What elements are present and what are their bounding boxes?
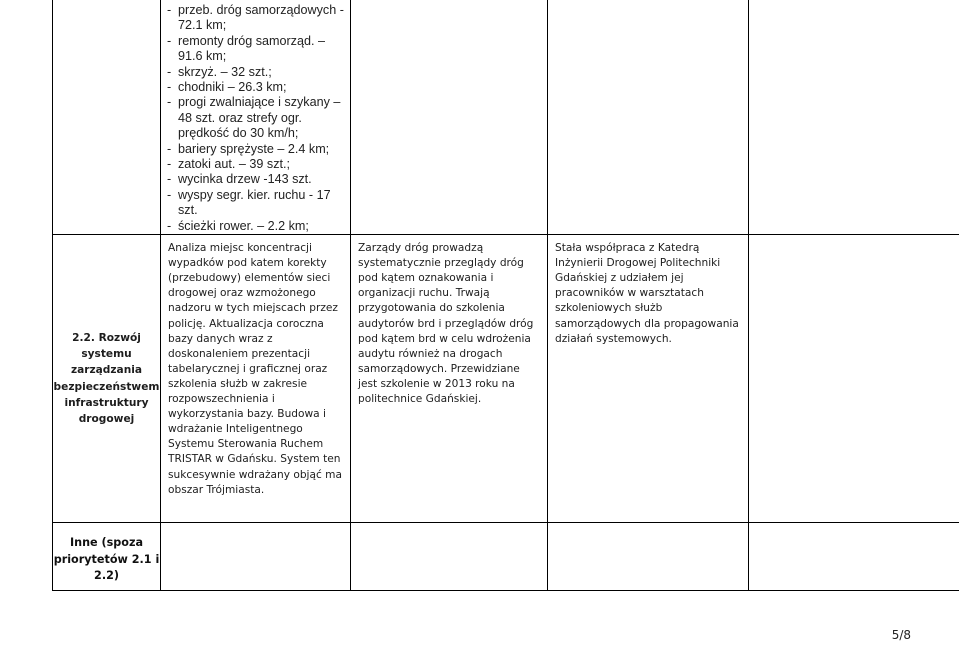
table-cell-analysis [161,235,351,523]
list-item: - bariery sprężyste – 2.4 km; [167,141,330,156]
list-item: - chodniki – 26.3 km; [167,80,287,95]
table-cell-empty [161,523,351,591]
list-item: - przeb. dróg samorządowych - 72.1 km; [167,3,344,33]
table-row [53,0,959,235]
table-cell-measures [161,0,351,235]
list-item: - zatoki aut. – 39 szt.; [167,157,291,172]
table-cell-empty [351,523,548,591]
list-item: - wyspy segr. kier. ruchu - 17 szt. [167,187,331,218]
other-label: Inne (spoza priorytetów 2.1 i 2.2) [53,536,160,582]
list-item: - progi zwalniające i szykany – 48 szt. oraz strefy ogr. prędkość do 30 km/h; [167,95,341,141]
table-cell-empty [351,0,548,235]
inspections-text: Zarządy dróg prowadzą systematycznie przeglądy dróg pod kątem oznakowania i organizacji ruchu. Trwają przygotowania do szkolenia audytorów brd i przeglądów dróg pod kątem brd w celu wdrożenia audytu również na drogach samorządowych. Przewidziane jest szkolenie w 2013 roku na politechnice Gdańskiej. [358,242,534,406]
table-cell-priority [53,235,161,523]
priority-table [52,0,959,591]
table-row [53,523,959,591]
list-item: - ścieżki rower. – 2.2 km; [167,218,309,233]
list-item: - wycinka drzew -143 szt. [167,172,312,187]
table-cell-cooperation [548,235,749,523]
table-cell-other [53,523,161,591]
table-cell-empty [53,0,161,235]
analysis-text: Analiza miejsc koncentracji wypadków pod katem korekty (przebudowy) elementów sieci drogowej oraz wzmożonego nadzoru w tych miejscach przez policję. Aktualizacja coroczna bazy danych wraz z doskonaleniem prezentacji tabelarycznej i graficznej oraz szkolenia służb w zakresie rozpowszechnienia i wykorzystania bazy. Budowa i wdrażanie Inteligentnego Systemu Sterowania Ruchem TRISTAR w Gdańsku. System ten sukcesywnie wdrażany objąć ma obszar Trójmiasta. [168,242,342,496]
table-row [53,235,959,523]
cooperation-text: Stała współpraca z Katedrą Inżynierii Drogowej Politechniki Gdańskiej z udziałem jej pracowników w warsztatach szkoleniowych służb samorządowych dla propagowania działań systemowych. [555,242,739,345]
table-cell-empty [548,523,749,591]
table-cell-empty [749,0,959,235]
priority-label: 2.2. Rozwój systemu zarządzania bezpieczeństwem infrastruktury drogowej [53,331,160,425]
list-item: - skrzyż. – 32 szt.; [167,64,272,79]
list-item: - remonty dróg samorząd. – 91.6 km; [167,33,325,64]
table-cell-empty [548,0,749,235]
page-number: 5/8 [891,628,911,642]
measures-list [167,3,350,234]
table-cell-empty [749,235,959,523]
table-cell-inspections [351,235,548,523]
table-cell-empty [749,523,959,591]
